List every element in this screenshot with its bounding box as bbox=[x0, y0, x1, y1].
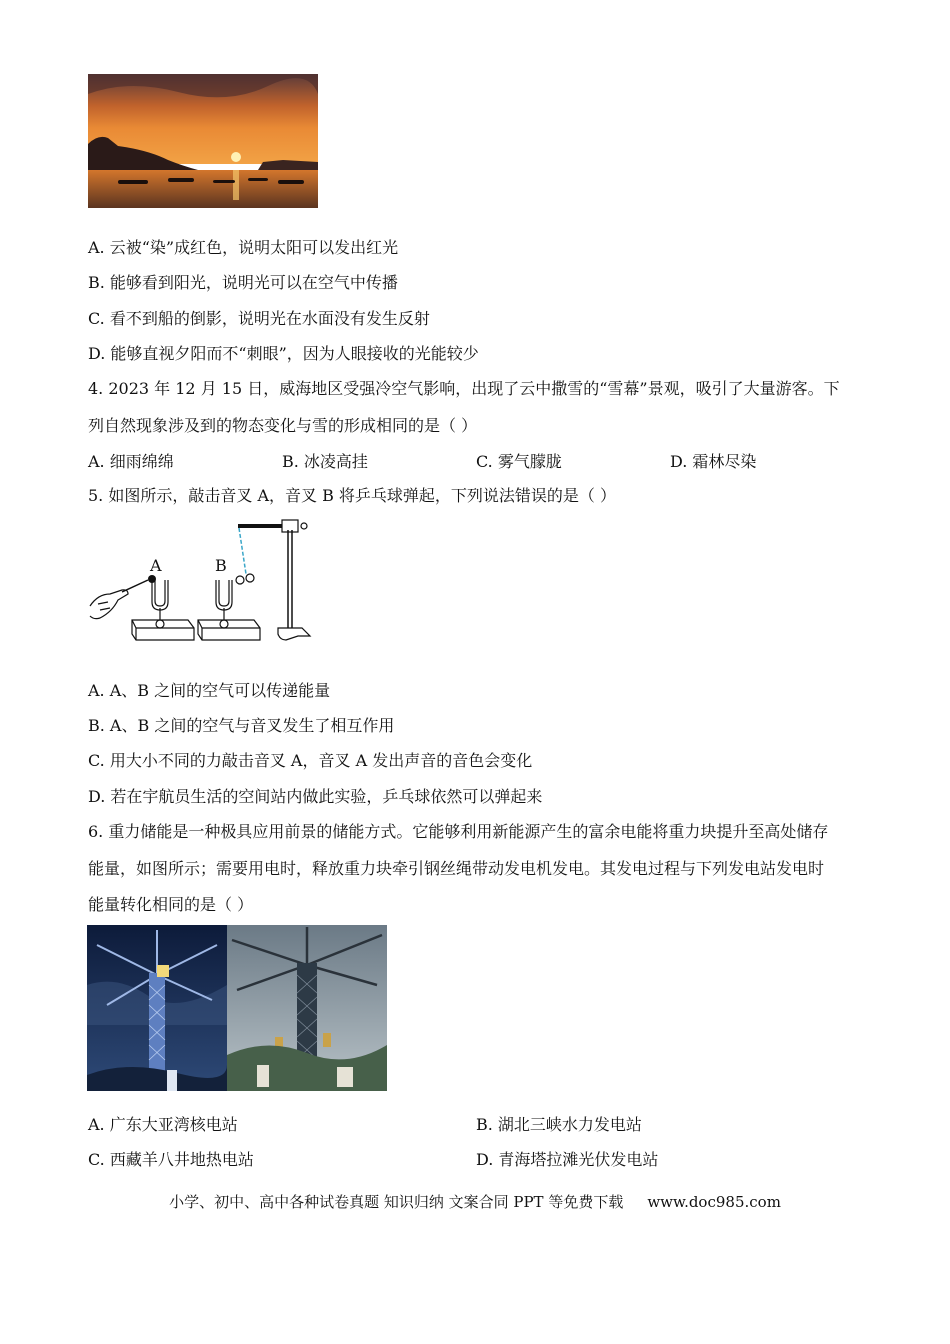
q5-option-a: A. A、B 之间的空气可以传递能量 bbox=[88, 681, 331, 700]
q6-stem-line3: 能量转化相同的是（ ） bbox=[88, 895, 254, 914]
page-footer bbox=[0, 1191, 950, 1212]
q5-option-c: C. 用大小不同的力敲击音叉 A，音叉 A 发出声音的音色会变化 bbox=[88, 751, 533, 770]
gravity-storage-tower-day-photo bbox=[227, 925, 387, 1091]
footer-url[interactable]: www.doc985.com bbox=[647, 1193, 781, 1211]
gravity-storage-tower-night-photo bbox=[87, 925, 227, 1091]
q3-option-a: A. 云被“染”成红色，说明太阳可以发出红光 bbox=[88, 238, 399, 257]
q6-stem-line1: 6. 重力储能是一种极具应用前景的储能方式。它能够利用新能源产生的富余电能将重力块提升至高处储存 bbox=[88, 822, 829, 841]
q4-option-c: C. 雾气朦胧 bbox=[476, 452, 562, 471]
footer-text: 小学、初中、高中各种试卷真题 知识归纳 文案合同 PPT 等免费下载 bbox=[169, 1193, 624, 1211]
q3-option-c: C. 看不到船的倒影，说明光在水面没有发生反射 bbox=[88, 309, 430, 328]
q6-option-d: D. 青海塔拉滩光伏发电站 bbox=[476, 1150, 659, 1169]
q4-stem-line2: 列自然现象涉及到的物态变化与雪的形成相同的是（ ） bbox=[88, 416, 478, 435]
q3-option-d: D. 能够直视夕阳而不“刺眼”，因为人眼接收的光能较少 bbox=[88, 344, 479, 363]
fork-b-label: B bbox=[215, 556, 227, 575]
q4-option-b: B. 冰凌高挂 bbox=[282, 452, 368, 471]
q6-option-b: B. 湖北三峡水力发电站 bbox=[476, 1115, 642, 1134]
q5-option-b: B. A、B 之间的空气与音叉发生了相互作用 bbox=[88, 716, 395, 735]
q6-option-c: C. 西藏羊八井地热电站 bbox=[88, 1150, 254, 1169]
sunset-photo bbox=[88, 74, 318, 208]
q3-option-b: B. 能够看到阳光，说明光可以在空气中传播 bbox=[88, 273, 398, 292]
q4-stem-line1: 4. 2023 年 12 月 15 日，威海地区受强冷空气影响，出现了云中撒雪的“雪幕”景观，吸引了大量游客。下 bbox=[88, 379, 840, 398]
q5-option-d: D. 若在宇航员生活的空间站内做此实验，乒乓球依然可以弹起来 bbox=[88, 787, 543, 806]
q5-stem: 5. 如图所示，敲击音叉 A，音叉 B 将乒乓球弹起，下列说法错误的是（ ） bbox=[88, 486, 617, 505]
q4-option-d: D. 霜林尽染 bbox=[670, 452, 757, 471]
q6-stem-line2: 能量，如图所示；需要用电时，释放重力块牵引钢丝绳带动发电机发电。其发电过程与下列发电站发电时 bbox=[88, 859, 825, 878]
fork-a-label: A bbox=[150, 556, 162, 575]
tuning-fork-figure bbox=[88, 516, 328, 646]
q4-option-a: A. 细雨绵绵 bbox=[88, 452, 174, 471]
q6-option-a: A. 广东大亚湾核电站 bbox=[88, 1115, 238, 1134]
